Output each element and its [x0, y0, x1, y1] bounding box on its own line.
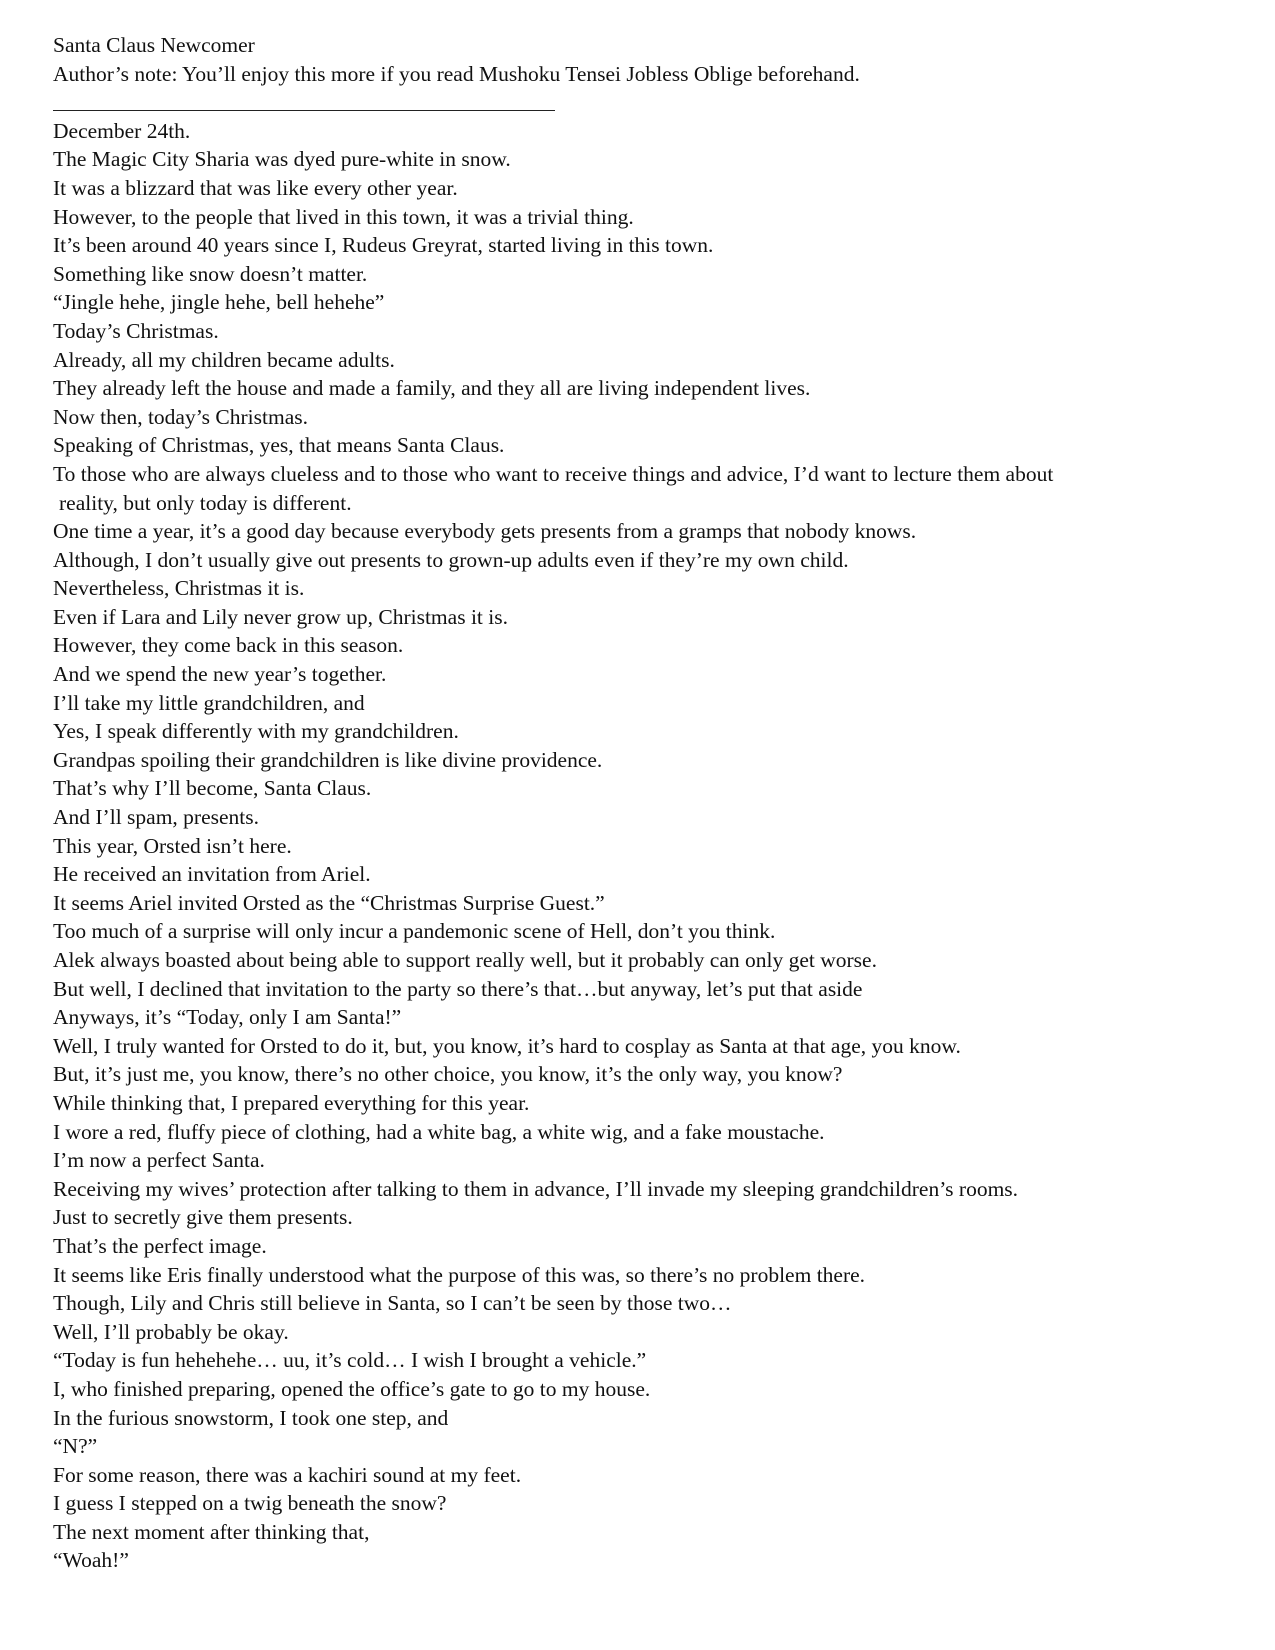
text-line: “Today is fun hehehehe… uu, it’s cold… I wish I brought a vehicle.”	[53, 1348, 647, 1373]
text-line: It seems Ariel invited Orsted as the “Christmas Surprise Guest.”	[53, 890, 605, 915]
text-line: Today’s Christmas.	[53, 318, 219, 343]
text-line: “N?”	[53, 1434, 98, 1459]
text-line: December 24th.	[53, 118, 191, 143]
text-line: For some reason, there was a kachiri sound at my feet.	[53, 1462, 522, 1487]
text-line: But well, I declined that invitation to the party so there’s that…but anyway, let’s put that aside	[53, 976, 863, 1001]
text-line: “Jingle hehe, jingle hehe, bell hehehe”	[53, 290, 385, 315]
separator-line	[53, 88, 1253, 117]
text-line: They already left the house and made a family, and they all are living independent lives.	[53, 376, 811, 401]
text-line: I’ll take my little grandchildren, and	[53, 690, 365, 715]
text-line: Something like snow doesn’t matter.	[53, 261, 368, 286]
authors-note: Author’s note: You’ll enjoy this more if you read Mushoku Tensei Jobless Oblige beforehand.	[53, 61, 860, 86]
text-line: Although, I don’t usually give out presents to grown-up adults even if they’re my own child.	[53, 547, 849, 572]
text-line: The Magic City Sharia was dyed pure-white in snow.	[53, 147, 511, 172]
text-line: Well, I’ll probably be okay.	[53, 1319, 289, 1344]
text-line: Though, Lily and Chris still believe in Santa, so I can’t be seen by those two…	[53, 1291, 732, 1316]
text-line: He received an invitation from Ariel.	[53, 862, 371, 887]
text-line: Now then, today’s Christmas.	[53, 404, 308, 429]
text-line: And I’ll spam, presents.	[53, 805, 260, 830]
text-line: To those who are always clueless and to those who want to receive things and advice, I’d want to lecture them about	[53, 461, 1054, 486]
text-line: Grandpas spoiling their grandchildren is like divine providence.	[53, 747, 603, 772]
text-line: Speaking of Christmas, yes, that means Santa Claus.	[53, 433, 505, 458]
text-line: Even if Lara and Lily never grow up, Christmas it is.	[53, 604, 508, 629]
text-line: Too much of a surprise will only incur a pandemonic scene of Hell, don’t you think.	[53, 919, 776, 944]
text-line: Anyways, it’s “Today, only I am Santa!”	[53, 1005, 402, 1030]
text-line: Already, all my children became adults.	[53, 347, 395, 372]
text-line: That’s why I’ll become, Santa Claus.	[53, 776, 372, 801]
text-line: Yes, I speak differently with my grandchildren.	[53, 719, 459, 744]
text-line: And we spend the new year’s together.	[53, 662, 387, 687]
text-line: The next moment after thinking that,	[53, 1519, 370, 1544]
text-line: It’s been around 40 years since I, Rudeus Greyrat, started living in this town.	[53, 233, 714, 258]
text-line: reality, but only today is different.	[59, 490, 352, 515]
text-line: Well, I truly wanted for Orsted to do it, but, you know, it’s hard to cosplay as Santa at that age, you know.	[53, 1033, 961, 1058]
text-line: I’m now a perfect Santa.	[53, 1148, 265, 1173]
text-line: I, who finished preparing, opened the office’s gate to go to my house.	[53, 1376, 651, 1401]
text-line: In the furious snowstorm, I took one step, and	[53, 1405, 449, 1430]
text-line: I wore a red, fluffy piece of clothing, had a white bag, a white wig, and a fake moustache.	[53, 1119, 825, 1144]
text-line: Just to secretly give them presents.	[53, 1205, 353, 1230]
text-line: It seems like Eris finally understood what the purpose of this was, so there’s no problem there.	[53, 1262, 866, 1287]
text-line: I guess I stepped on a twig beneath the snow?	[53, 1491, 447, 1516]
text-line: This year, Orsted isn’t here.	[53, 833, 292, 858]
document-title: Santa Claus Newcomer	[53, 33, 255, 57]
text-line: Receiving my wives’ protection after talking to them in advance, I’ll invade my sleeping grandchildren’s rooms.	[53, 1176, 1019, 1201]
text-line: “Woah!”	[53, 1548, 129, 1573]
text-line: While thinking that, I prepared everything for this year.	[53, 1090, 530, 1115]
text-line: One time a year, it’s a good day because everybody gets presents from a gramps that nobody knows.	[53, 519, 917, 544]
text-line: But, it’s just me, you know, there’s no other choice, you know, it’s the only way, you know?	[53, 1062, 843, 1087]
text-line: Nevertheless, Christmas it is.	[53, 576, 305, 601]
text-line: That’s the perfect image.	[53, 1233, 267, 1258]
document-page	[53, 31, 1253, 1575]
text-line: Alek always boasted about being able to support really well, but it probably can only get worse.	[53, 948, 877, 972]
text-line: However, they come back in this season.	[53, 633, 404, 658]
text-line: It was a blizzard that was like every other year.	[53, 175, 458, 200]
text-line: However, to the people that lived in this town, it was a trivial thing.	[53, 204, 634, 229]
document-body	[53, 117, 1253, 1575]
